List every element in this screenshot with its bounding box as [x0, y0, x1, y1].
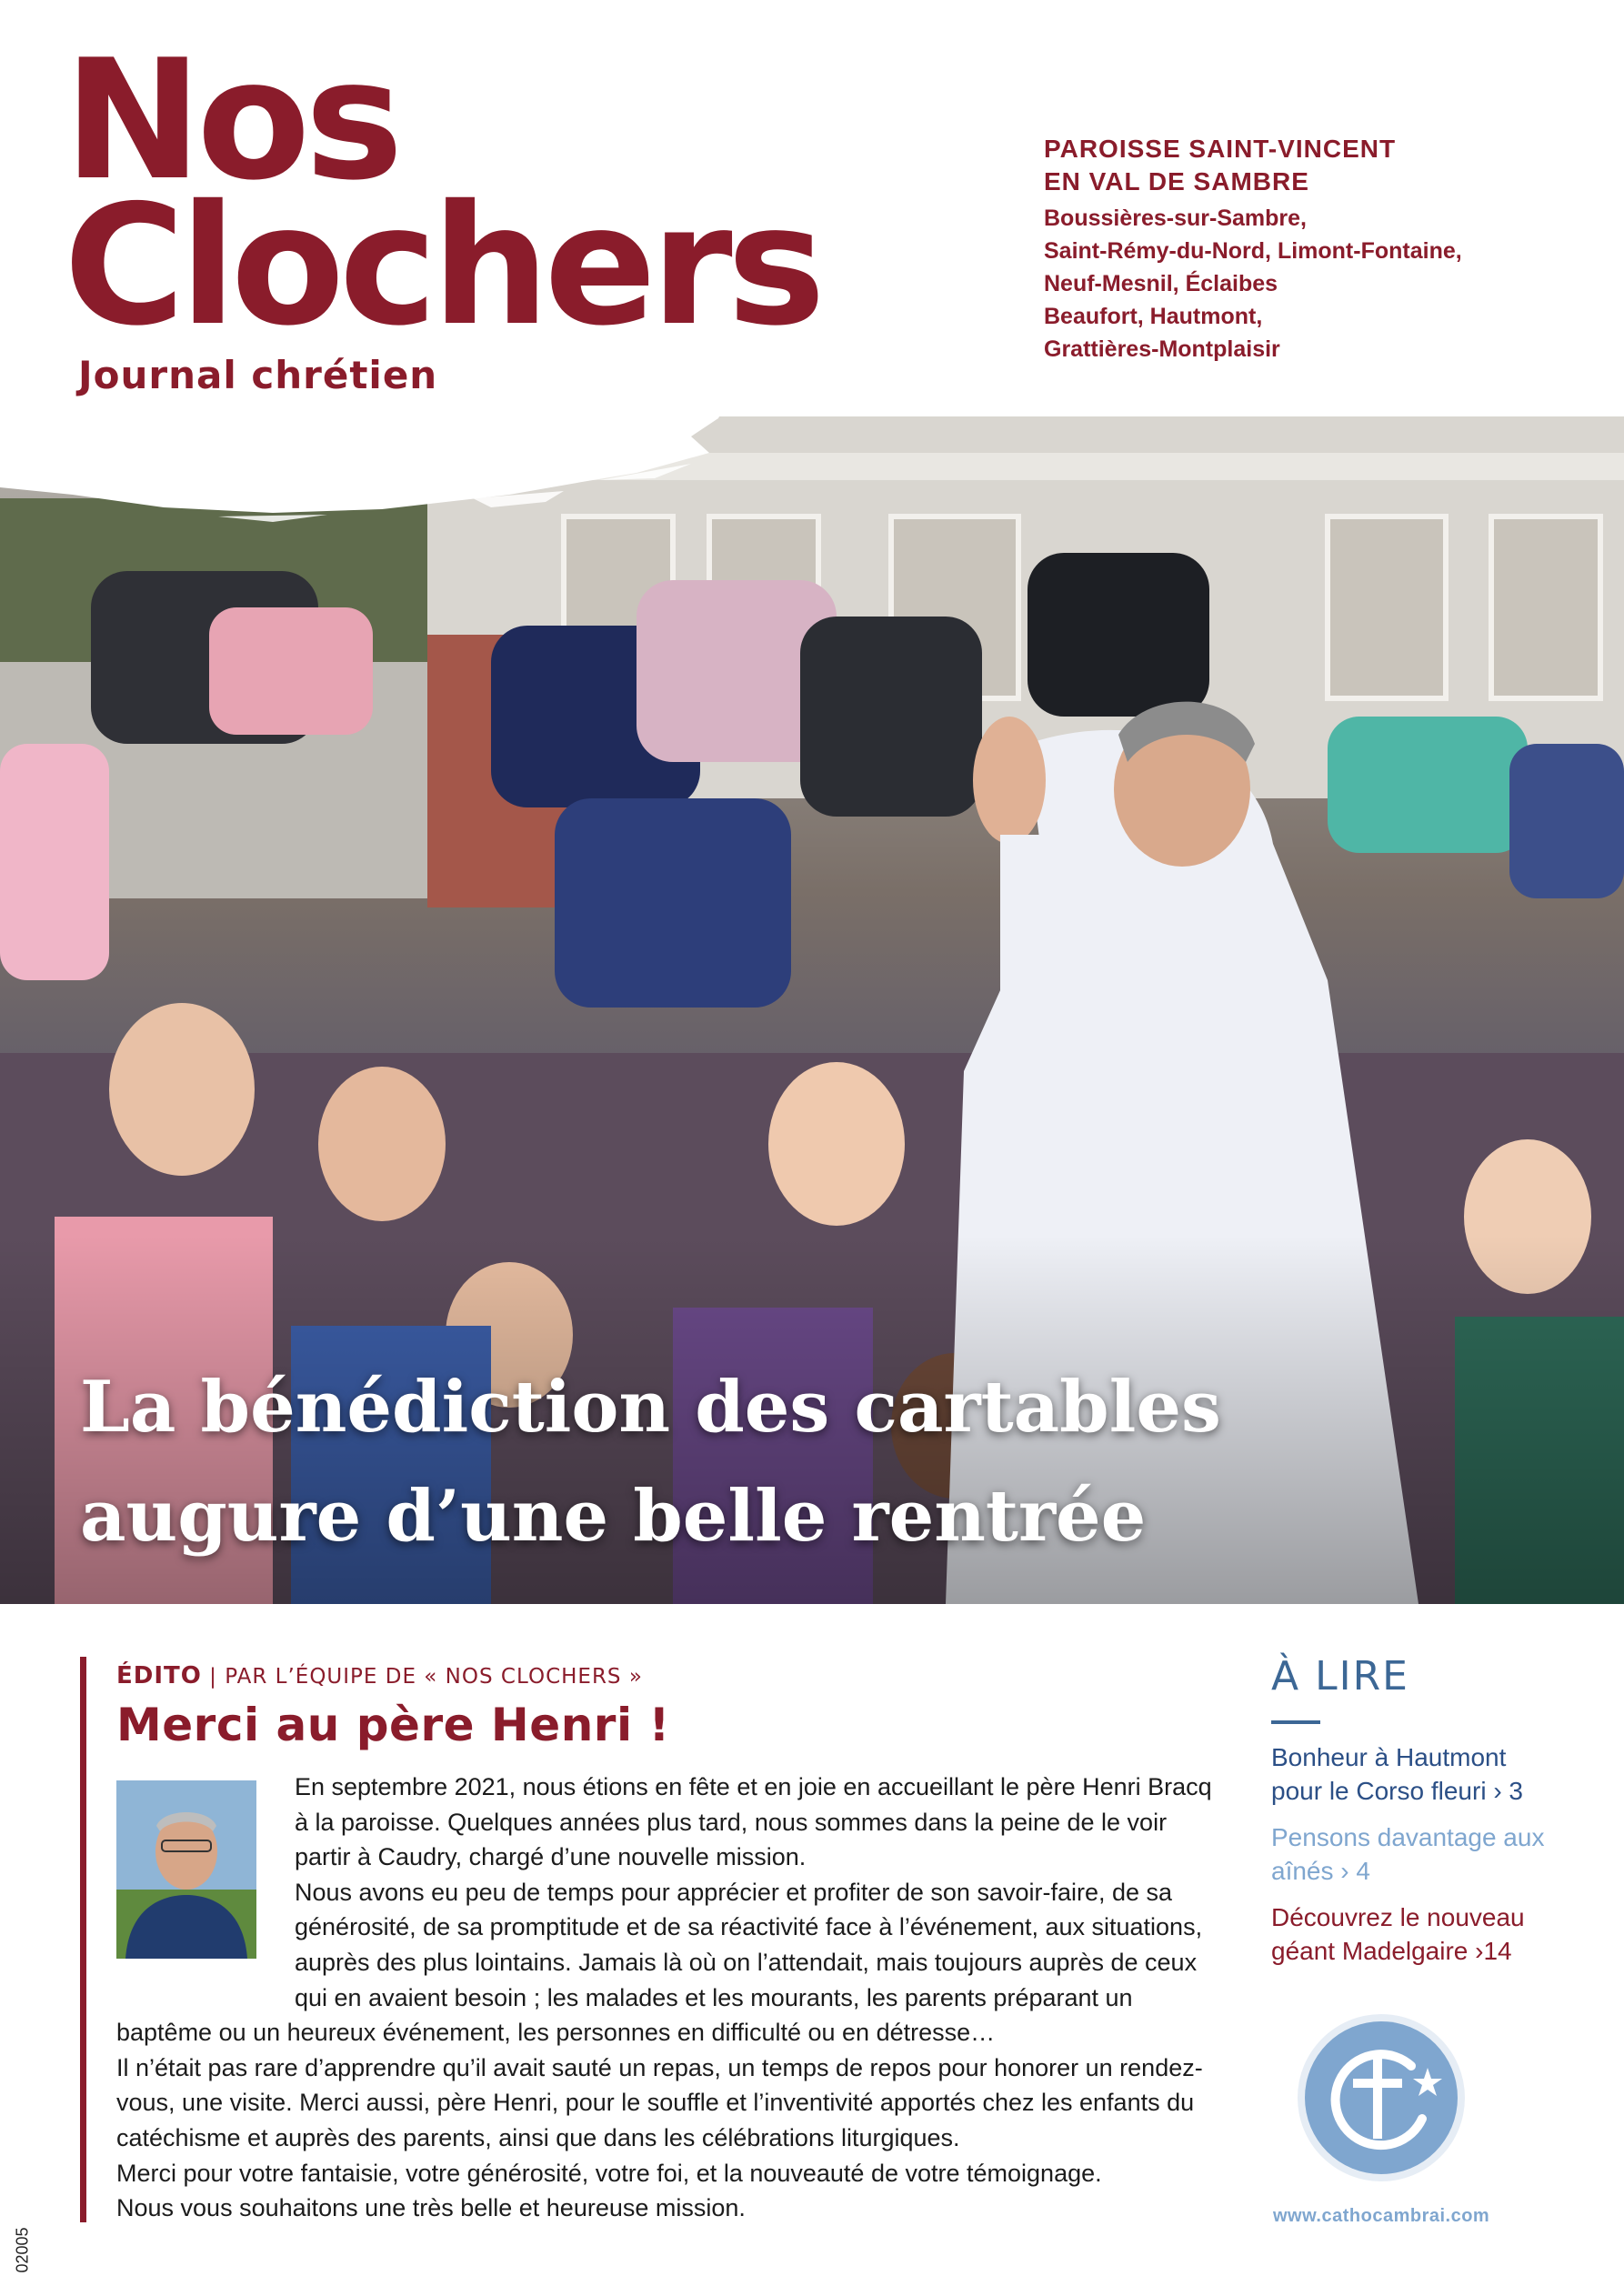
- parish-town: Grattières-Montplaisir: [1044, 336, 1280, 362]
- parish-town: Boussières-sur-Sambre,: [1044, 206, 1308, 231]
- a-lire-title: À LIRE: [1271, 1653, 1409, 1699]
- edito-title: Merci au père Henri !: [116, 1699, 670, 1751]
- edito-paragraph: Merci pour votre fantaisie, votre générosité, votre foi, et la nouveauté de votre témoignage.: [116, 2159, 1102, 2187]
- cover-headline: [80, 1353, 1553, 1571]
- website-link[interactable]: www.cathocambrai.com: [1273, 2206, 1490, 2226]
- edito-paragraph: Il n’était pas rare d’apprendre qu’il avait sauté un repas, un temps de repos pour honorer un rendez-vous, une visite. Merci aussi, père Henri, pour le souffle et l’inventivité apportés chez les enfants du catéchisme et auprès des parents, ainsi que dans les célébrations liturgiques.: [116, 2053, 1203, 2151]
- masthead-title-line1: Nos: [64, 24, 398, 216]
- parish-name-line1: PAROISSE SAINT-VINCENT: [1044, 135, 1397, 163]
- diocese-logo-icon: [1295, 2011, 1468, 2184]
- parish-block: [1044, 133, 1462, 366]
- edito-label: ÉDITO: [116, 1662, 202, 1689]
- edito-byline: PAR L’ÉQUIPE DE « NOS CLOCHERS »: [225, 1665, 643, 1689]
- parish-town: Saint-Rémy-du-Nord, Limont-Fontaine,: [1044, 238, 1462, 264]
- a-lire-list: [1271, 1740, 1562, 1980]
- a-lire-item-geant[interactable]: Découvrez le nouveau géant Madelgaire ›14: [1271, 1903, 1525, 1965]
- a-lire-item-corso[interactable]: Bonheur à Hautmont pour le Corso fleuri › 3: [1271, 1743, 1524, 1805]
- parish-towns: [1044, 202, 1462, 366]
- edito-rule: [80, 1657, 86, 2222]
- cover-headline-line1: La bénédiction des cartables: [80, 1366, 1221, 1449]
- brush-stroke-decoration: [0, 400, 727, 536]
- edito-kicker: ÉDITO | PAR L’ÉQUIPE DE « NOS CLOCHERS »: [116, 1662, 643, 1689]
- edito-paragraph: En septembre 2021, nous étions en fête et en joie en accueillant le père Henri Bracq à la paroisse. Quelques années plus tard, nous sommes dans la peine de le voir partir à Caudry, chargé d’une nouvelle mission.: [295, 1773, 1212, 1871]
- publication-code: [13, 2219, 44, 2282]
- parish-town: Neuf-Mesnil, Éclaibes: [1044, 271, 1278, 296]
- masthead-title-line2: Clochers: [64, 169, 820, 362]
- parish-name-line2: EN VAL DE SAMBRE: [1044, 167, 1309, 196]
- masthead-subtitle: Journal chrétien: [78, 353, 438, 397]
- parish-town: Beaufort, Hautmont,: [1044, 304, 1263, 329]
- a-lire-rule: [1271, 1720, 1320, 1724]
- masthead-title: [64, 24, 820, 362]
- edito-body: [116, 1770, 1213, 2226]
- edito-paragraph: Nous vous souhaitons une très belle et heureuse mission.: [116, 2194, 746, 2222]
- a-lire-item-aines[interactable]: Pensons davantage aux aînés › 4: [1271, 1823, 1545, 1885]
- portrait-float-spacer: [116, 1770, 295, 2011]
- publication-code-text: 02005: [13, 2227, 32, 2273]
- edito-paragraph: Nous avons eu peu de temps pour apprécier et profiter de son savoir-faire, de sa générosité, de sa promptitude et de sa réactivité face à l’événement, aux situations, auprès des plus lointains. Jamais là où on l’attendait, mais toujours auprès de ceux qui en avaient besoin ; les malades et les mourants, les parents préparant un baptême ou un heureux événement, les personnes en difficulté ou en détresse…: [116, 1878, 1203, 2047]
- cover-headline-line2: augure d’une belle rentrée: [80, 1475, 1147, 1558]
